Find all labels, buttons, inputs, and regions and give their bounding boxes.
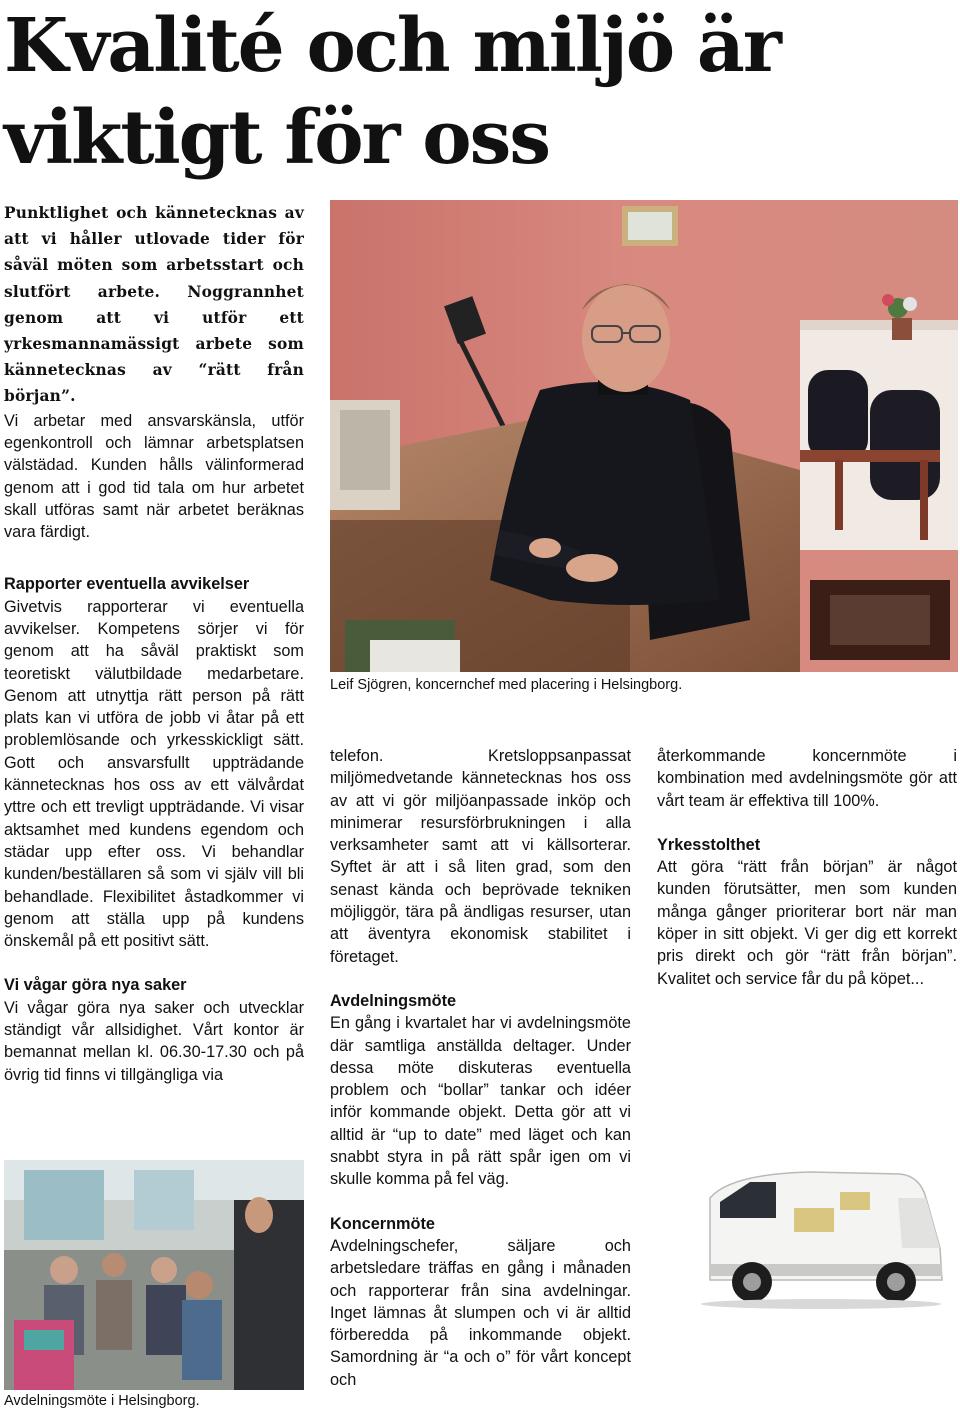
- paragraph-team: återkommande koncernmöte i kombination med avdelningsmöte gör att vårt team är effektiva till 100%.: [657, 747, 957, 810]
- office-photo: [330, 200, 958, 672]
- paragraph-yrkesstolthet: Att göra “rätt från början” är något kunden förutsätter, men som kunden många gånger prioriterar bort när man köper in sitt objekt. Vi ger dig ett korrekt pris direkt och gör “rätt från början”. Kvalitet och service får du på köpet...: [657, 858, 957, 988]
- intro-paragraph: Vi arbetar med ansvarskänsla, utför egenkontroll och lämnar arbetsplatsen välstädad. Kunden hålls välinformerad genom att i god tid tala om hur arbetet skall utföras samt när arbetet beräknas vara färdigt.: [4, 411, 304, 542]
- paragraph-nya-saker: Vi vågar göra nya saker och utvecklar ständigt vår allsidighet. Vårt kontor är bemannat mellan kl. 06.30-17.30 och på övrig tid finns vi tillgängliga via: [4, 998, 304, 1084]
- column-1: [4, 200, 304, 1086]
- heading-avvikelser: Rapporter eventuella avvikelser: [4, 575, 250, 594]
- van-image: [690, 1168, 952, 1310]
- paragraph-koncernmote: Avdelningschefer, säljare och arbetsledare träffas en gång i månaden och rapporterar från sina avdelningar. Inget lämnas åt slumpen och vi är alltid förberedda på inkommande objekt. Samordning är “a och o” för vårt koncept och: [330, 1236, 631, 1389]
- lead-paragraph: Punktlighet och kännetecknas av att vi håller utlovade tider för såväl möten som arbetsstart och slutfört arbete. Noggrannhet genom att vi utför ett yrkesmannamässigt arbete som kännetecknas av “rätt från början”.: [4, 204, 304, 406]
- heading-yrkesstolthet: Yrkesstolthet: [657, 835, 761, 854]
- paragraph-avdelningsmote: En gång i kvartalet har vi avdelningsmöte där samtliga anställda deltager. Under dessa möte diskuteras eventuella problem och “bollar” tankar och idéer inför kommande objekt. Detta gör att vi alltid är “up to date” med läget och kan snabbt styra in på rätt spår igen om vi skulle komma på fel väg.: [330, 1014, 631, 1189]
- heading-avdelningsmote: Avdelningsmöte: [330, 991, 457, 1010]
- paragraph-avvikelser: Givetvis rapporterar vi eventuella avvikelser. Kompetens sörjer vi för genom att ha såväl praktiskt som teoretiskt välutbildade medarbetare. Genom att utnyttja rätt person på rätt plats kan vi utföra de jobb vi åtar på ett problemlösande och yrkesskickligt sätt. Gott och ansvarsfullt uppträdande kännetecknas hos oss av ett välvårdat yttre och ett trevligt uppträdande. Vi visar aktsamhet med kundens egendom och städar upp efter oss. Vi behandlar kunden/beställaren så som vi själv vill bli behandlade. Flexibilitet åstadkommer vi genom att ställa upp på kundens önskemål på ett positivt sätt.: [4, 597, 304, 951]
- heading-nya-saker: Vi vågar göra nya saker: [4, 976, 187, 995]
- column-3: [657, 745, 957, 990]
- column-2: [330, 745, 631, 1391]
- office-photo-caption: Leif Sjögren, koncernchef med placering i Helsingborg.: [330, 677, 683, 693]
- heading-koncernmote: Koncernmöte: [330, 1214, 435, 1233]
- article-title: Kvalité och miljö är viktigt för oss: [4, 3, 780, 181]
- meeting-photo-caption: Avdelningsmöte i Helsingborg.: [4, 1393, 200, 1409]
- paragraph-miljo: telefon. Kretsloppsanpassat miljömedvetande kännetecknas hos oss av att vi gör miljöanpassade inköp och minimerar resursförbrukningen i alla verksamheter samt att vi källsorterar. Syftet är att i så liten grad, som den senast kända och beprövade tekniken möjliggör, tära på ändligas resurser, utan att äventyra ekonomisk stabilitet i företaget.: [330, 747, 631, 966]
- meeting-photo: [4, 1160, 304, 1390]
